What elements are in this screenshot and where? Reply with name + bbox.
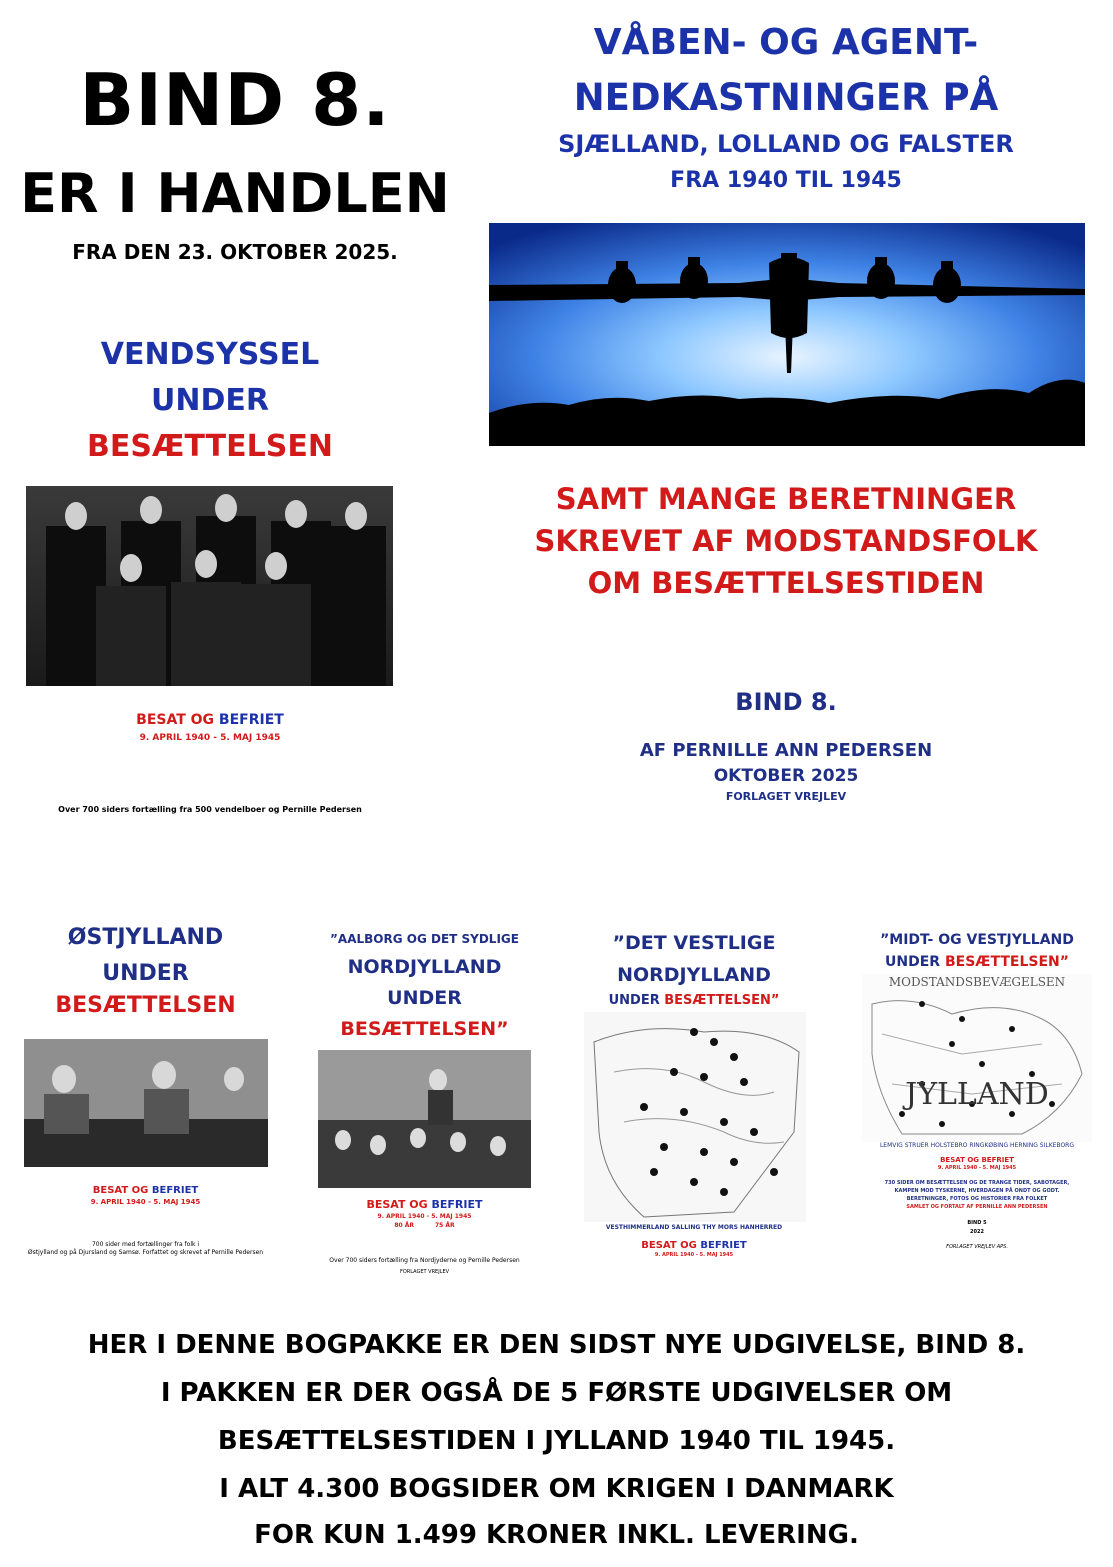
aalborg-title-line4: BESÆTTELSEN” bbox=[340, 1018, 509, 1040]
vestlige-title-line3 bbox=[578, 993, 810, 1008]
aalborg-photo bbox=[318, 1050, 531, 1188]
aalborg-years bbox=[312, 1222, 537, 1229]
aalborg-desc: Over 700 siders fortælling fra Nordjyderne og Pernille Pedersen bbox=[329, 1257, 520, 1264]
vestlige-map bbox=[584, 1012, 806, 1222]
midt-year: 2022 bbox=[970, 1229, 984, 1235]
midt-towns: LEMVIG STRUER HOLSTEBRO RINGKØBING HERNING SILKEBORG bbox=[879, 1142, 1075, 1149]
subtitle-line3: OM BESÆTTELSESTIDEN bbox=[587, 566, 985, 600]
ost-photo bbox=[24, 1039, 268, 1167]
ost-desc1: 700 sider med fortællinger fra folk i bbox=[91, 1241, 200, 1248]
aalborg-title-line2: NORDJYLLAND bbox=[347, 956, 502, 978]
vendsyssel-title-line2: UNDER bbox=[151, 383, 269, 418]
vestlige-under-word: UNDER bbox=[608, 993, 665, 1008]
vestlige-title-line2: NORDJYLLAND bbox=[617, 964, 771, 986]
aalborg-years-a: 80 ÅR bbox=[394, 1222, 415, 1229]
headline-in-stores: ER I HANDLEN bbox=[20, 162, 450, 225]
ost-dates: 9. APRIL 1940 - 5. MAJ 1945 bbox=[90, 1198, 201, 1206]
midt-desc2: KAMPEN MOD TYSKERNE, HVERDAGEN PÅ ONDT OG GODT. bbox=[894, 1188, 1060, 1194]
vestlige-besaettelsen-word: BESÆTTELSEN” bbox=[664, 993, 780, 1008]
main-publisher: FORLAGET VREJLEV bbox=[725, 790, 847, 803]
bottom-line5: FOR KUN 1.499 KRONER INKL. LEVERING. bbox=[254, 1520, 859, 1550]
ost-title-line2: UNDER bbox=[102, 961, 189, 986]
main-bind-number: BIND 8. bbox=[735, 688, 837, 716]
vendsyssel-dates: 9. APRIL 1940 - 5. MAJ 1945 bbox=[139, 733, 281, 743]
bottom-line3: BESÆTTELSESTIDEN I JYLLAND 1940 TIL 1945. bbox=[217, 1426, 896, 1456]
cover-midt-vestjylland bbox=[852, 932, 1102, 1262]
ost-desc2: Østjylland og på Djursland og Samsø. Forfattet og skrevet af Pernille Pedersen bbox=[27, 1249, 264, 1256]
main-author: AF PERNILLE ANN PEDERSEN bbox=[639, 740, 933, 761]
headline-bind: BIND 8. bbox=[79, 58, 391, 142]
midt-besaettelsen-word: BESÆTTELSEN” bbox=[944, 954, 1069, 970]
midt-desc3: BERETNINGER, FOTOS OG HISTORIER FRA FOLKET bbox=[906, 1196, 1048, 1202]
vestlige-besat-word: BESAT OG bbox=[641, 1240, 697, 1251]
vendsyssel-title bbox=[20, 332, 400, 470]
aalborg-title-line3: UNDER bbox=[387, 987, 462, 1009]
subtitle-block bbox=[486, 478, 1086, 604]
ost-befriet-word: BEFRIET bbox=[148, 1185, 199, 1196]
ost-title-line3: BESÆTTELSEN bbox=[55, 993, 236, 1018]
midt-desc4: SAMLET OG FORTALT AF PERNILLE ANN PEDERSEN bbox=[906, 1204, 1048, 1210]
main-title-line3: SJÆLLAND, LOLLAND OG FALSTER bbox=[558, 130, 1014, 158]
midt-publisher: FORLAGET VREJLEV APS. bbox=[946, 1244, 1008, 1250]
midt-title-line2 bbox=[852, 954, 1102, 970]
vendsyssel-besat bbox=[20, 712, 400, 728]
aalborg-besat bbox=[312, 1198, 537, 1211]
vestlige-befriet-word: BEFRIET bbox=[696, 1240, 747, 1251]
cover-vestlige bbox=[578, 932, 810, 1262]
vestlige-regions: VESTHIMMERLAND SALLING THY MORS HANHERRED bbox=[605, 1224, 783, 1231]
vendsyssel-description: Over 700 siders fortælling fra 500 vendelboer og Pernille Pedersen bbox=[58, 805, 362, 814]
main-title-line4: FRA 1940 TIL 1945 bbox=[670, 168, 902, 193]
ost-title-line1: ØSTJYLLAND bbox=[67, 925, 224, 950]
midt-dates: 9. APRIL 1940 - 5. MAJ 1945 bbox=[937, 1165, 1017, 1171]
cover-aalborg bbox=[312, 932, 537, 1282]
vestlige-title-line1: ”DET VESTLIGE bbox=[612, 932, 776, 954]
vestlige-dates: 9. APRIL 1940 - 5. MAJ 1945 bbox=[654, 1252, 734, 1258]
aalborg-publisher: FORLAGET VREJLEV bbox=[399, 1269, 450, 1275]
bottom-line2: I PAKKEN ER DER OGSÅ DE 5 FØRSTE UDGIVELSER OM bbox=[160, 1378, 953, 1408]
aalborg-besat-word: BESAT OG bbox=[366, 1198, 428, 1211]
midt-desc1: 730 SIDER OM BESÆTTELSEN OG DE TRANGE TIDER, SABOTAGER, bbox=[884, 1180, 1070, 1186]
resistance-group-photo bbox=[26, 486, 393, 686]
aalborg-befriet-word: BEFRIET bbox=[427, 1198, 483, 1211]
bomber-silhouette-photo bbox=[489, 223, 1085, 446]
release-date: FRA DEN 23. OKTOBER 2025. bbox=[72, 240, 398, 264]
midt-bind: BIND 5 bbox=[967, 1220, 987, 1226]
aalborg-title-line1: ”AALBORG OG DET SYDLIGE bbox=[330, 932, 519, 946]
main-title-line1: VÅBEN- OG AGENT- bbox=[593, 22, 979, 63]
midt-title-line1: ”MIDT- OG VESTJYLLAND bbox=[880, 932, 1074, 948]
midt-map-title: MODSTANDSBEVÆGELSEN bbox=[888, 975, 1066, 989]
aalborg-dates: 9. APRIL 1940 - 5. MAJ 1945 bbox=[377, 1213, 472, 1220]
main-title-line2: NEDKASTNINGER PÅ bbox=[573, 76, 999, 119]
vendsyssel-title-line1: VENDSYSSEL bbox=[100, 337, 320, 372]
vendsyssel-besat-word: BESAT OG bbox=[136, 712, 215, 728]
midt-map bbox=[862, 974, 1092, 1142]
midt-map-label: JYLLAND bbox=[905, 1077, 1049, 1112]
ost-besat bbox=[18, 1185, 273, 1196]
vendsyssel-title-line3: BESÆTTELSEN bbox=[87, 429, 333, 464]
bottom-line1: HER I DENNE BOGPAKKE ER DEN SIDST NYE UDGIVELSE, BIND 8. bbox=[87, 1330, 1026, 1360]
midt-besat: BESAT OG BEFRIET bbox=[940, 1156, 1014, 1164]
bottom-line4: I ALT 4.300 BOGSIDER OM KRIGEN I DANMARK bbox=[219, 1474, 894, 1504]
subtitle-line2: SKREVET AF MODSTANDSFOLK bbox=[534, 524, 1038, 558]
aalborg-years-b: 75 ÅR bbox=[434, 1222, 455, 1229]
midt-under-word: UNDER bbox=[885, 954, 945, 970]
main-month: OKTOBER 2025 bbox=[713, 766, 859, 786]
subtitle-line1: SAMT MANGE BERETNINGER bbox=[555, 482, 1017, 516]
vendsyssel-befriet-word: BEFRIET bbox=[214, 712, 284, 728]
cover-ostjylland bbox=[18, 925, 273, 1265]
vestlige-besat bbox=[578, 1240, 810, 1251]
ost-besat-word: BESAT OG bbox=[92, 1185, 149, 1196]
